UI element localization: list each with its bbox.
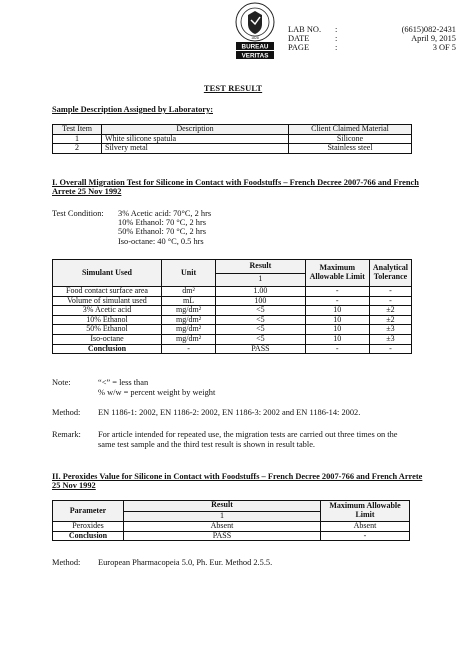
cell: Food contact surface area xyxy=(53,287,162,297)
cell: PASS xyxy=(216,344,305,354)
cell: PASS xyxy=(124,531,321,541)
cell: <5 xyxy=(216,334,305,344)
cell: ±3 xyxy=(369,325,411,335)
cell: - xyxy=(161,344,215,354)
table-header-row xyxy=(53,260,412,274)
header-labels xyxy=(288,25,321,52)
cell: Stainless steel xyxy=(289,144,412,154)
table-row xyxy=(53,287,412,297)
cell: Absent xyxy=(321,522,410,532)
cell: 100 xyxy=(216,296,305,306)
table-row xyxy=(53,344,412,354)
cell: <5 xyxy=(216,315,305,325)
col-result-sub: 1 xyxy=(216,273,305,287)
cell: - xyxy=(369,296,411,306)
col-max-limit: Maximum Allowable Limit xyxy=(305,260,369,287)
test-condition-label: Test Condition: xyxy=(52,209,104,218)
date-label: DATE xyxy=(288,34,310,43)
condition-item: 50% Ethanol: 70 °C, 2 hrs xyxy=(118,227,207,237)
col-description: Description xyxy=(102,125,289,135)
lab-no-label: LAB NO. xyxy=(288,25,322,34)
col-result: Result xyxy=(124,501,321,512)
cell: Absent xyxy=(124,522,321,532)
method2-text: European Pharmacopeia 5.0, Ph. Eur. Method 2.5.5. xyxy=(98,558,273,567)
cell: - xyxy=(369,287,411,297)
sample-heading: Sample Description Assigned by Laboratory: xyxy=(52,105,213,114)
colon: : xyxy=(335,43,338,52)
page-title: TEST RESULT xyxy=(203,84,263,93)
migration-table xyxy=(52,259,412,354)
cell: 10 xyxy=(305,325,369,335)
note-item: “<” = less than xyxy=(98,378,149,387)
col-unit: Unit xyxy=(161,260,215,287)
remark-line: For article intended for repeated use, the migration tests are carried out three times on the xyxy=(98,430,398,439)
col-result: Result xyxy=(216,260,305,274)
cell: 10 xyxy=(305,306,369,316)
cell: mg/dm² xyxy=(161,334,215,344)
cell: dm² xyxy=(161,287,215,297)
col-max-limit: Maximum Allowable Limit xyxy=(321,501,410,522)
cell: Conclusion xyxy=(53,344,162,354)
table-row xyxy=(53,334,412,344)
method-label: Method: xyxy=(52,408,81,417)
table-header-row xyxy=(53,125,412,135)
notes xyxy=(98,378,215,397)
cell: mL xyxy=(161,296,215,306)
sample-table xyxy=(52,124,412,154)
cell: 3% Acetic acid xyxy=(53,306,162,316)
lab-no-value: (6615)082-2431 xyxy=(401,25,456,34)
cell: 1.00 xyxy=(216,287,305,297)
header-values xyxy=(402,25,456,52)
method-text: EN 1186-1: 2002, EN 1186-2: 2002, EN 1186-3: 2002 and EN 1186-14: 2002. xyxy=(98,408,361,417)
cell: mg/dm² xyxy=(161,325,215,335)
cell: ±3 xyxy=(369,334,411,344)
colon: : xyxy=(335,34,338,43)
cell: Peroxides xyxy=(53,522,124,532)
col-tolerance: Analytical Tolerance xyxy=(369,260,411,287)
cell: 10% Ethanol xyxy=(53,315,162,325)
svg-text:VERITAS: VERITAS xyxy=(241,52,269,60)
bureau-veritas-logo xyxy=(231,2,279,60)
cell: Volume of simulant used xyxy=(53,296,162,306)
cell: White silicone spatula xyxy=(102,134,289,144)
method2-label: Method: xyxy=(52,558,81,567)
logo-seal-icon xyxy=(231,2,279,60)
cell: ±2 xyxy=(369,315,411,325)
section1-heading-line2: Arrete 25 Nov 1992 xyxy=(52,187,122,196)
col-simulant: Simulant Used xyxy=(53,260,162,287)
section1-heading-line1: I. Overall Migration Test for Silicone in Contact with Foodstuffs – French Decree 2007-766 and French xyxy=(52,178,419,187)
cell: 10 xyxy=(305,334,369,344)
page-value: 3 OF 5 xyxy=(432,43,456,52)
cell: - xyxy=(305,287,369,297)
col-result-sub: 1 xyxy=(124,511,321,522)
remark-label: Remark: xyxy=(52,430,81,439)
cell: 10 xyxy=(305,315,369,325)
section2-heading-line2: 25 Nov 1992 xyxy=(52,481,96,490)
cell: 50% Ethanol xyxy=(53,325,162,335)
peroxides-table xyxy=(52,500,410,541)
condition-item: Iso-octane: 40 °C, 0.5 hrs xyxy=(118,236,204,246)
svg-text:BUREAU: BUREAU xyxy=(241,43,269,51)
cell: 1 xyxy=(53,134,102,144)
page-label: PAGE xyxy=(288,43,310,52)
table-header-row xyxy=(53,501,410,512)
cell: mg/dm² xyxy=(161,315,215,325)
cell: - xyxy=(305,344,369,354)
table-row xyxy=(53,306,412,316)
col-client-material: Client Claimed Material xyxy=(289,125,412,135)
cell: ±2 xyxy=(369,306,411,316)
table-row xyxy=(53,144,412,154)
note-item: % w/w = percent weight by weight xyxy=(98,387,216,397)
cell: 2 xyxy=(53,144,102,154)
table-row xyxy=(53,522,410,532)
colon: : xyxy=(335,25,338,34)
section1-heading xyxy=(52,178,462,196)
section2-heading-line1: II. Peroxides Value for Silicone in Contact with Foodstuffs – French Decree 2007-766 and French Arrete xyxy=(52,472,423,481)
cell: - xyxy=(321,531,410,541)
cell: <5 xyxy=(216,325,305,335)
header-colons xyxy=(335,25,337,52)
cell: mg/dm² xyxy=(161,306,215,316)
remark-line: same test sample and the third test result is shown in result table. xyxy=(98,439,316,449)
test-conditions xyxy=(118,209,211,246)
svg-text:1828: 1828 xyxy=(251,36,259,40)
cell: Iso-octane xyxy=(53,334,162,344)
cell: <5 xyxy=(216,306,305,316)
section2-heading xyxy=(52,472,462,490)
condition-item: 10% Ethanol: 70 °C, 2 hrs xyxy=(118,218,207,228)
condition-item: 3% Acetic acid: 70°C, 2 hrs xyxy=(118,209,212,218)
cell: Conclusion xyxy=(53,531,124,541)
cell: - xyxy=(369,344,411,354)
cell: Silvery metal xyxy=(102,144,289,154)
col-test-item: Test Item xyxy=(53,125,102,135)
remark-text xyxy=(98,430,398,449)
table-row xyxy=(53,531,410,541)
col-parameter: Parameter xyxy=(53,501,124,522)
cell: Silicone xyxy=(289,134,412,144)
note-label: Note: xyxy=(52,378,71,387)
date-value: April 9, 2015 xyxy=(411,34,456,43)
cell: - xyxy=(305,296,369,306)
